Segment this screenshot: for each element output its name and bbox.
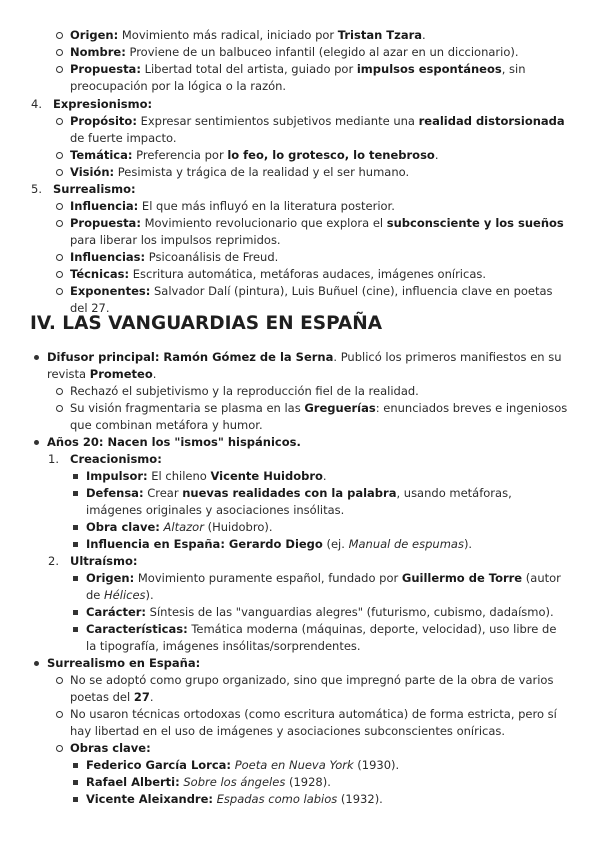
- anos20-item: Años 20: Nacen los "ismos" hispánicos. 1. Creacionismo: Impulsor: El chileno Vicente Huidobro. Defensa: Crear nuevas realidades con la palabra, usando metáforas, imágenes originales y asociaciones insólitas. Obra clave: Altazor (Huidobro). Influencia en España: Gerardo Diego (ej. Manual de espumas). 2. Ultraísmo: Origen: Movimiento puramente español, fundado por Guillermo de Torre (autor de Hélices). Carácter: Síntesis de las "vanguardias alegres" (futurismo, cubismo, dadaísmo). Características: Temática moderna (máquinas, deporte, velocidad), uso libre de la tipografía, imágenes insólitas/sorprendentes.: [30, 434, 570, 655]
- section-subtitle: Surrealismo:: [53, 182, 136, 196]
- list-item: Visión: Pesimista y trágica de la realidad y el ser humano.: [54, 164, 570, 181]
- list-item: No usaron técnicas ortodoxas (como escritura automática) de forma estricta, pero sí hay libertad en el uso de imágenes y asociaciones subconscientes oníricas.: [54, 706, 570, 740]
- list-item: Origen: Movimiento puramente español, fundado por Guillermo de Torre (autor de Hélices).: [70, 570, 570, 604]
- list-item: Influencia: El que más influyó en la literatura posterior.: [54, 198, 570, 215]
- list-item: Defensa: Crear nuevas realidades con la palabra, usando metáforas, imágenes originales y asociaciones insólitas.: [70, 485, 570, 519]
- list-item: Influencia en España: Gerardo Diego (ej. Manual de espumas).: [70, 536, 570, 553]
- list-item: Propuesta: Libertad total del artista, guiado por impulsos espontáneos, sin preocupación por la lógica o la razón.: [54, 61, 566, 95]
- list-item: Propuesta: Movimiento revolucionario que explora el subconsciente y los sueños para liberar los impulsos reprimidos.: [54, 215, 570, 249]
- list-item: Vicente Aleixandre: Espadas como labios (1932).: [70, 791, 570, 808]
- surrealismo-section: [30, 181, 570, 317]
- list-item: Federico García Lorca: Poeta en Nueva York (1930).: [70, 757, 570, 774]
- section-title: IV. LAS VANGUARDIAS EN ESPAÑA: [30, 313, 383, 334]
- creacionismo-block: 1. Creacionismo: Impulsor: El chileno Vicente Huidobro. Defensa: Crear nuevas realidades con la palabra, usando metáforas, imágenes originales y asociaciones insólitas. Obra clave: Altazor (Huidobro). Influencia en España: Gerardo Diego (ej. Manual de espumas).: [47, 451, 570, 553]
- list-item: Técnicas: Escritura automática, metáforas audaces, imágenes oníricas.: [54, 266, 570, 283]
- obras-list: [70, 757, 570, 808]
- list-item: Obras clave: Federico García Lorca: Poeta en Nueva York (1930). Rafael Alberti: Sobre los ángeles (1928). Vicente Aleixandre: Espadas como labios (1932).: [54, 740, 570, 808]
- list-item: Impulsor: El chileno Vicente Huidobro.: [70, 468, 570, 485]
- ultraismo-block: 2. Ultraísmo: Origen: Movimiento puramente español, fundado por Guillermo de Torre (autor de Hélices). Carácter: Síntesis de las "vanguardias alegres" (futurismo, cubismo, dadaísmo). Características: Temática moderna (máquinas, deporte, velocidad), uso libre de la tipografía, imágenes insólitas/sorprendentes.: [47, 553, 570, 655]
- item-number: 4.: [31, 97, 42, 111]
- list-item: Su visión fragmentaria se plasma en las Greguerías: enunciados breves e ingeniosos que combinan metáfora y humor.: [54, 400, 570, 434]
- difusor-sublist: [54, 383, 570, 434]
- list-item: Rafael Alberti: Sobre los ángeles (1928).: [70, 774, 570, 791]
- ultraismo-list: [70, 570, 570, 655]
- list-item: No se adoptó como grupo organizado, sino que impregnó parte de la obra de varios poetas del 27.: [54, 672, 570, 706]
- item-number: 1.: [48, 452, 59, 466]
- list-item: Características: Temática moderna (máquinas, deporte, velocidad), uso libre de la tipografía, imágenes insólitas/sorprendentes.: [70, 621, 570, 655]
- list-item: Rechazó el subjetivismo y la reproducción fiel de la realidad.: [54, 383, 570, 400]
- list-item: Temática: Preferencia por lo feo, lo grotesco, lo tenebroso.: [54, 147, 570, 164]
- dadaismo-list: [54, 27, 566, 95]
- list-item: Nombre: Proviene de un balbuceo infantil (elegido al azar en un diccionario).: [54, 44, 566, 61]
- item-number: 2.: [48, 554, 59, 568]
- list-item: Propósito: Expresar sentimientos subjetivos mediante una realidad distorsionada de fuerte impacto.: [54, 113, 570, 147]
- list-item: Exponentes: Salvador Dalí (pintura), Luis Buñuel (cine), influencia clave en poetas del 27.: [54, 283, 570, 317]
- surrealismo-espana-sublist: [54, 672, 570, 808]
- list-item: Influencias: Psicoanálisis de Freud.: [54, 249, 570, 266]
- surrealismo-espana-item: Surrealismo en España: No se adoptó como grupo organizado, sino que impregnó parte de la obra de varios poetas del 27. No usaron técnicas ortodoxas (como escritura automática) de forma estricta, pero sí hay libertad en el uso de imágenes y asociaciones subconscientes oníricas. Obras clave: Federico García Lorca: Poeta en Nueva York (1930). Rafael Alberti: Sobre los ángeles (1928). Vicente Aleixandre: Espadas como labios (1932).: [30, 655, 570, 808]
- surrealismo-list: [54, 198, 570, 317]
- vanguardias-espana-list: [30, 349, 570, 808]
- item-number: 5.: [31, 182, 42, 196]
- difusor-item: Difusor principal: Ramón Gómez de la Serna. Publicó los primeros manifiestos en su revista Prometeo. Rechazó el subjetivismo y la reproducción fiel de la realidad. Su visión fragmentaria se plasma en las Greguerías: enunciados breves e ingeniosos que combinan metáfora y humor.: [30, 349, 570, 434]
- creacionismo-list: [70, 468, 570, 553]
- expresionismo-list: [54, 113, 570, 181]
- section-subtitle: Expresionismo:: [53, 97, 153, 111]
- list-item: Origen: Movimiento más radical, iniciado por Tristan Tzara.: [54, 27, 566, 44]
- list-item: Carácter: Síntesis de las "vanguardias alegres" (futurismo, cubismo, dadaísmo).: [70, 604, 570, 621]
- expresionismo-section: [30, 96, 570, 181]
- list-item: Obra clave: Altazor (Huidobro).: [70, 519, 570, 536]
